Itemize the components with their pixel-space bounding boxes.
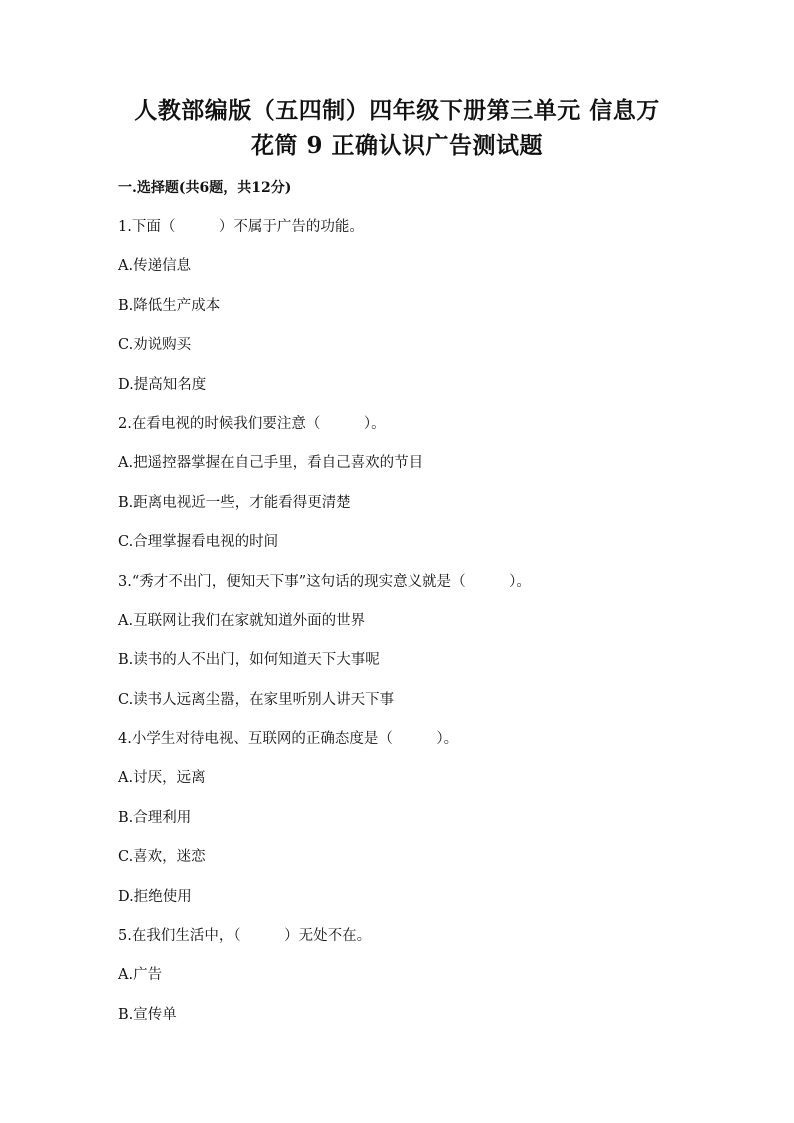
question-3-option-b: B.读书的人不出门，如何知道天下大事呢 (118, 652, 380, 669)
question-2-text: 2.在看电视的时候我们要注意（ ）。 (118, 415, 386, 432)
question-5-option-b: B.宣传单 (118, 1006, 177, 1023)
section-heading: 一.选择题(共6题，共12分) (118, 180, 292, 196)
question-1-text: 1.下面（ ）不属于广告的功能。 (118, 219, 364, 235)
document-title-line-1: 人教部编版（五四制）四年级下册第三单元 信息万 (134, 97, 660, 124)
question-2-option-b: B.距离电视近一些，才能看得更清楚 (118, 494, 351, 511)
question-1-option-a: A.传递信息 (118, 258, 192, 275)
question-1-option-d: D.提高知名度 (118, 376, 207, 393)
question-1-option-c: C.劝说购买 (118, 337, 192, 354)
question-4-option-a: A.讨厌，远离 (118, 770, 206, 787)
question-2-option-a: A.把遥控器掌握在自己手里，看自己喜欢的节目 (118, 455, 424, 472)
question-2-option-c: C.合理掌握看电视的时间 (118, 534, 279, 551)
question-3-option-a: A.互联网让我们在家就知道外面的世界 (118, 612, 366, 629)
question-4-option-d: D.拒绝使用 (118, 888, 192, 905)
question-4-option-c: C.喜欢，迷恋 (118, 849, 206, 866)
question-list (118, 217, 718, 1044)
question-4-option-b: B.合理利用 (118, 809, 192, 826)
question-5-text: 5.在我们生活中，（ ）无处不在。 (118, 928, 372, 945)
document-title-line-2: 花筒 9 正确认识广告测试题 (250, 132, 544, 159)
question-1-option-b: B.降低生产成本 (118, 297, 221, 314)
question-3-option-c: C.读书人远离尘嚣，在家里听别人讲天下事 (118, 691, 395, 708)
question-4-text: 4.小学生对待电视、互联网的正确态度是（ ）。 (118, 731, 459, 748)
question-5-option-a: A.广告 (118, 967, 163, 984)
question-3-text: 3.“秀才不出门，便知天下事”这句话的现实意义就是（ ）。 (118, 573, 531, 590)
